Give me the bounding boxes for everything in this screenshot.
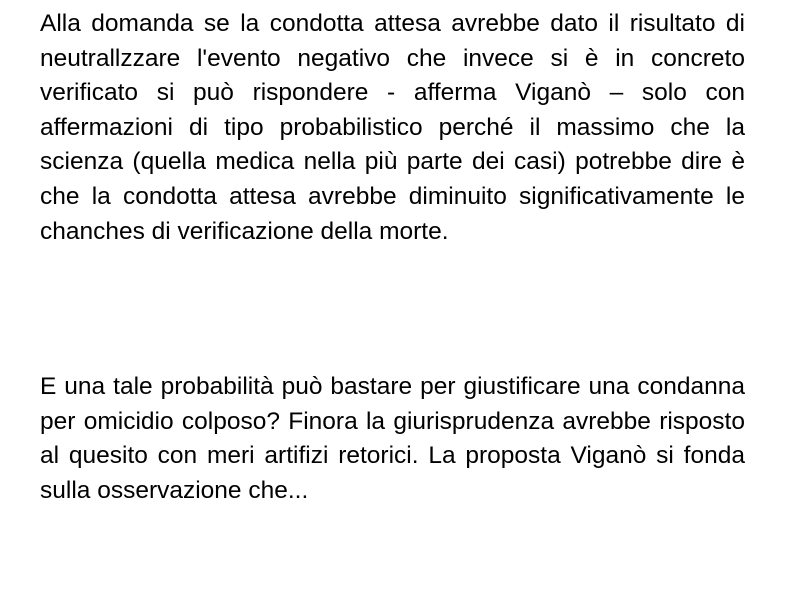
paragraph-1: Alla domanda se la condotta attesa avrebbe dato il risultato di neutrallzzare l'evento negativo che invece si è in concreto verificato si può rispondere - afferma Viganò – solo con affermazioni di tipo probabilistico perché il massimo che la scienza (quella medica nella più parte dei casi) potrebbe dire è che la condotta attesa avrebbe diminuito significativamente le chanches di verificazione della morte.	[40, 10, 745, 245]
paragraph-2: E una tale probabilità può bastare per giustificare una condanna per omicidio colposo? Finora la giurisprudenza avrebbe risposto al quesito con meri artifizi retorici. La proposta Viganò si fonda sulla osservazione che...	[40, 373, 745, 504]
